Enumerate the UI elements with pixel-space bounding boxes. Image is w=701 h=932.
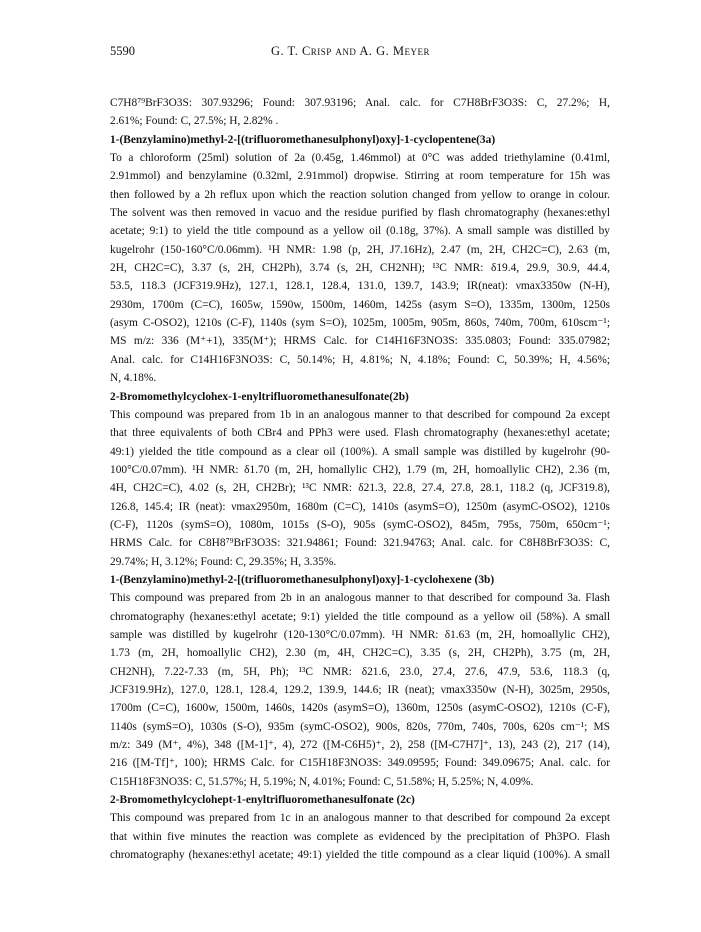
text-line: The solvent was then removed in vacuo and the residue purified by flash chromatography (hexanes:ethyl <box>110 207 610 220</box>
text-line: 4H, CH2C=C), 4.02 (s, 2H, CH2Br); ¹³C NMR: δ21.3, 22.8, 27.4, 27.8, 28.1, 118.2 (q, JCF319.8), <box>110 482 610 495</box>
text-line: 1.73 (m, 2H, homoallylic CH2), 2.30 (m, 4H, CH2C=C), 3.35 (s, 2H, CH2Ph), 3.75 (m, 2H, <box>110 647 610 660</box>
text-line: This compound was prepared from 2b in an analogous manner to that described for compound 3a. Flash <box>110 592 610 605</box>
text-line: Anal. calc. for C14H16F3NO3S: C, 50.14%; H, 4.81%; N, 4.18%; Found: C, 50.39%; H, 4.56%; <box>110 353 610 366</box>
section-heading: 1-(Benzylamino)methyl-2-[(trifluoromethanesulphonyl)oxy]-1-cyclopentene(3a) <box>110 133 496 146</box>
text-line: 2.91mmol) and benzylamine (0.32ml, 2.91mmol) dropwise. Stirring at room temperature for 15h was <box>110 170 610 183</box>
section-heading: 2-Bromomethylcyclohex-1-enyltrifluoromethanesulfonate(2b) <box>110 390 409 403</box>
text-line: 1140s (symS=O), 1030s (S-O), 935m (symC-OSO2), 900s, 820s, 770m, 740s, 700s, 620s cm⁻¹; MS <box>110 720 610 733</box>
text-line: kugelrohr (150-160°C/0.06mm). ¹H NMR: 1.98 (p, 2H, J7.16Hz), 2.47 (m, 2H, CH2C=C), 2.63 (m, <box>110 243 610 256</box>
text-line: sample was distilled by kugelrohr (120-130°C/0.07mm). ¹H NMR: δ1.63 (m, 2H, homoallylic CH2), <box>110 628 610 641</box>
text-line: 53.5, 118.3 (JCF319.9Hz), 127.1, 128.1, 128.4, 131.0, 139.7, 143.9; IR(neat): νmax3350w (N-H), <box>110 280 610 293</box>
text-line: (asym C-OSO2), 1210s (C-F), 1140s (sym S=O), 1025m, 1005m, 905m, 860s, 740m, 700m, 610scm⁻¹; <box>110 317 610 330</box>
text-line: 29.74%; H, 3.12%; Found: C, 29.35%; H, 3.35%. <box>110 555 337 568</box>
text-line: CH2NH), 7.22-7.33 (m, 5H, Ph); ¹³C NMR: δ21.6, 23.0, 27.4, 27.6, 47.9, 53.6, 118.3 (q, <box>110 665 610 678</box>
text-line: HRMS Calc. for C8H8⁷⁹BrF3O3S: 321.94861; Found: 321.94763; Anal. calc. for C8H8BrF3O3S: C, <box>110 537 610 550</box>
section-heading: 2-Bromomethylcyclohept-1-enyltrifluoromethanesulfonate (2c) <box>110 794 415 807</box>
text-line: 100°C/0.07mm). ¹H NMR: δ1.70 (m, 2H, homallylic CH2), 1.79 (m, 2H, homoallylic CH2), 2.36 (m, <box>110 463 610 476</box>
text-line: This compound was prepared from 1c in an analogous manner to that described for compound 2a except <box>110 812 610 825</box>
text-line: 49:1) yielded the title compound as a clear oil (100%). A small sample was distilled by kugelrohr (90- <box>110 445 610 458</box>
text-line: JCF319.9Hz), 127.0, 128.1, 128.4, 129.2, 139.9, 144.6; IR (neat); νmax3350w (N-H), 3025m, 2950s, <box>110 684 610 696</box>
article-body <box>110 94 610 864</box>
text-line: 1700m (C=C), 1600w, 1500m, 1460s, 1420s (asymS=O), 1360m, 1250s (asymC-OSO2), 1210s (C-F), <box>110 702 610 715</box>
page-number: 5590 <box>110 44 135 58</box>
text-line: N, 4.18%. <box>110 372 157 385</box>
text-line: 2.61%; Found: C, 27.5%; H, 2.82% . <box>110 115 279 128</box>
text-line: To a chloroform (25ml) solution of 2a (0.45g, 1.46mmol) at 0°C was added triethylamine (0.41ml, <box>110 152 610 165</box>
running-header-authors: G. T. Crisp and A. G. Meyer <box>270 44 431 58</box>
text-line: (C-F), 1120s (symS=O), 1080m, 1015s (S-O), 905s (symC-OSO2), 845m, 795s, 750m, 650cm⁻¹; <box>110 518 610 531</box>
text-line: acetate; 9:1) to yield the title compound as a yellow oil (0.18g, 37%). A small sample was distilled by <box>110 225 610 238</box>
text-line: 126.8, 145.4; IR (neat): νmax2950m, 1680m (C=C), 1410s (asymS=O), 1250m (asymC-OSO2), 1210s <box>110 500 610 513</box>
text-line: This compound was prepared from 1b in an analogous manner to that described for compound 2a except <box>110 408 610 421</box>
text-line: that within five minutes the reaction was complete as evidenced by the precipitation of Ph3PO. Flash <box>110 830 610 843</box>
text-line: then followed by a 2h reflux upon which the reaction solution changed from yellow to orange in colour. <box>110 188 610 201</box>
text-line: C7H8⁷⁹BrF3O3S: 307.93296; Found: 307.93196; Anal. calc. for C7H8BrF3O3S: C, 27.2%; H, <box>110 97 610 109</box>
text-line: 2H, CH2C=C), 3.37 (s, 2H, CH2Ph), 3.74 (s, 2H, CH2NH); ¹³C NMR: δ19.4, 29.9, 30.9, 44.4, <box>110 262 610 275</box>
text-line: 216 ([M-Tf]⁺, 100); HRMS Calc. for C15H18F3NO3S: 349.09595; Found: 349.09675; Anal. calc. for <box>110 757 610 770</box>
text-line: C15H18F3NO3S: C, 51.57%; H, 5.19%; N, 4.01%; Found: C, 51.58%; H, 5.25%; N, 4.09%. <box>110 775 534 788</box>
text-line: MS m/z: 336 (M⁺+1), 335(M⁺); HRMS Calc. for C14H16F3NO3S: 335.0803; Found: 335.07982; <box>110 335 610 348</box>
text-line: 2930m, 1700m (C=C), 1605w, 1590w, 1500m, 1460m, 1425s (asym S=O), 1335m, 1300m, 1250s <box>110 298 610 311</box>
text-line: m/z: 349 (M⁺, 4%), 348 ([M-1]⁺, 4), 272 ([M-C6H5)⁺, 2), 258 ([M-C7H7]⁺, 13), 243 (2), 217 (14), <box>110 739 610 752</box>
text-line: chromatography (hexanes:ethyl acetate; 9:1) yielded the title compound as a yellow oil (58%). A small <box>110 610 610 623</box>
text-line: chromatography (hexanes:ethyl acetate; 49:1) yielded the title compound as a clear liquid (100%). A small <box>110 849 610 862</box>
section-heading: 1-(Benzylamino)methyl-2-[(trifluoromethanesulphonyl)oxy]-1-cyclohexene (3b) <box>110 573 495 586</box>
text-line: that three equivalents of both CBr4 and PPh3 were used. Flash chromatography (hexanes:ethyl acetate; <box>110 427 610 440</box>
